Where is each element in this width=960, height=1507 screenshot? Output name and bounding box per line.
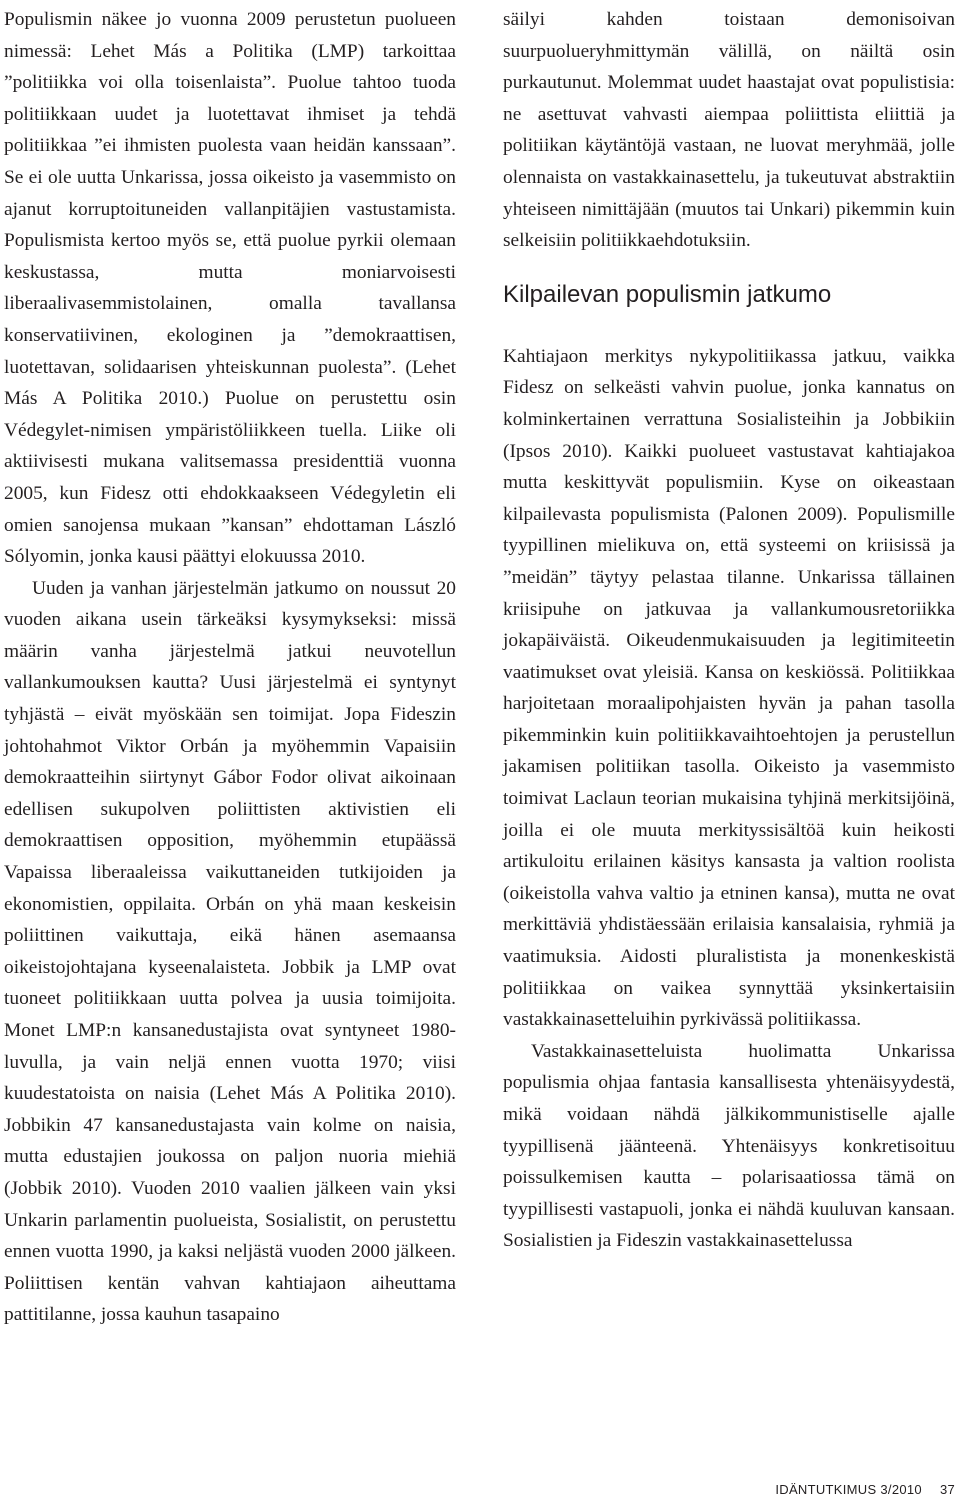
publication-name: IDÄNTUTKIMUS 3/2010 xyxy=(775,1482,922,1497)
left-column xyxy=(4,4,456,1331)
paragraph: Kahtiajaon merkitys nykypolitiikassa jatkuu, vaikka Fidesz on selkeästi vahvin puolue, jonka kannatus on kolminkertainen verrattuna Sosialisteihin ja Jobbikiin (Ipsos 2010). Kaikki puolueet vastustavat kahtiajakoa mutta keskittyvät populismiin. Kyse on oikeastaan kilpailevasta populismista (Palonen 2009). Populismille tyypillinen mielikuva on, että systeemi on kriisissä ja ”meidän” täytyy pelastaa tilanne. Unkarissa tällainen kriisipuhe on jatkuvaa ja vallankumousretoriikka jokapäiväistä. Oikeudenmukaisuuden ja legitimiteetin vaatimukset ovat yleisiä. Kansa on keskiössä. Politiikkaa harjoitetaan moraalipohjaisten hyvän ja pahan tasolla pikemminkin kuin politiikkavaihtoehtojen ja perustellun jakamisen politiikan tasolla. Oikeisto ja vasemmisto toimivat Laclaun teorian mukaisina tyhjinä merkitsijöinä, joilla ei ole muuta merkityssisältöä kuin heikosti artikuloitu erilainen käsitys kansasta ja valtion roolista (oikeistolla vahva valtio ja etninen kansa), mutta ne ovat merkittäviä yhdistäessään erilaisia kansalaisia, ryhmiä ja vaatimuksia. Aidosti pluralistista ja monenkeskistä politiikkaa on vaikea synnyttää yksinkertaisiin vastakkainasetteluihin pyrkivässä politiikassa. xyxy=(503,345,955,1031)
paragraph-continued: säilyi kahden toistaan demonisoivan suurpuolueryhmittymän välillä, on näiltä osin purkautunut. Molemmat uudet haastajat ovat populistisia: ne asettuvat vahvasti aiempaa poliittista eliittiä ja politiikan käytäntöjä vastaan, ne luovat meryhmää, jolle olennaista on vastakkainasettelu, ja tukeutuvat abstraktiin yhteiseen nimittäjään (muutos tai Unkari) pikemmin kuin selkeisiin politiikkaehdotuksiin. xyxy=(503,9,955,252)
paragraph: Populismin näkee jo vuonna 2009 perustetun puolueen nimessä: Lehet Más a Politika (LMP) tarkoittaa ”politiikka voi olla toisenlaista”. Puolue tahtoo tuoda politiikkaan uudet ja luotettavat ihmiset ja tehdä politiikkaa ”ei ihmisten puolesta vaan heidän kanssaan”. Se ei ole uutta Unkarissa, jossa oikeisto ja vasemmisto on ajanut korruptoituneiden vallanpitäjien vastustamista. Populismista kertoo myös se, että puolue pyrkii olemaan keskustassa, mutta moniarvoisesti liberaalivasemmistolainen, omalla tavallansa konservatiivinen, ekologinen ja ”demokraattisen, luotettavan, solidaarisen yhteiskunnan puolesta”. (Lehet Más A Politika 2010.) Puolue on perustettu osin Védegylet-nimisen ympäristöliikkeen tuella. Liike oli aktiivisesti mukana valitsemassa presidenttiä vuonna 2005, kun Fidesz otti ehdokkaakseen Védegyletin eli omien sanojensa mukaan ”kansan” ehdottaman László Sólyomin, jonka kausi päättyi elokuussa 2010. xyxy=(4,9,456,568)
paragraph: Uuden ja vanhan järjestelmän jatkumo on noussut 20 vuoden aikana usein tärkeäksi kysymykseksi: missä määrin vanha järjestelmä jatkui neuvotellun vallankumouksen kautta? Uusi järjestelmä ei syntynyt tyhjästä – eivät myöskään sen toimijat. Jopa Fideszin johtohahmot Viktor Orbán ja myöhemmin Vapaisiin demokraatteihin siirtynyt Gábor Fodor olivat aikoinaan edellisen sukupolven poliittisten aktivistien eli demokraattisen opposition, myöhemmin etupäässä Vapaissa liberaaleissa vaikuttaneiden tutkijoiden ja ekonomistien, oppilaita. Orbán on yhä maan keskeisin poliittinen vaikuttaja, eikä hänen asemaansa oikeistojohtajana kyseenalaisteta. Jobbik ja LMP ovat tuoneet politiikkaan uutta polvea ja uusia toimijoita. Monet LMP:n kansanedustajista ovat syntyneet 1980-luvulla, ja vain neljä ennen vuotta 1970; viisi kuudestatoista on naisia (Lehet Más A Politika 2010). Jobbikin 47 kansanedustajasta vain kolme on naisia, mutta edustajien joukossa on paljon nuoria miehiä (Jobbik 2010). Vuoden 2010 vaalien jälkeen vain yksi Unkarin parlamentin puolueista, Sosialistit, on perustettu ennen vuotta 1990, ja kaksi neljästä vuoden 2000 jälkeen. Poliittisen kentän vahvan kahtiajaon aiheuttama pattitilanne, jossa kauhun tasapaino xyxy=(4,577,456,1326)
right-column xyxy=(503,4,955,1257)
page-footer xyxy=(0,1480,955,1500)
section-heading: Kilpailevan populismin jatkumo xyxy=(503,280,832,308)
page-number: 37 xyxy=(939,1482,955,1497)
paragraph: Vastakkainasetteluista huolimatta Unkarissa populismia ohjaa fantasia kansallisesta yhtenäisyydestä, mikä voidaan nähdä jälkikommunistiselle ajalle tyypillisenä jäänteenä. Yhtenäisyys konkretisoituu poissulkemisen kautta – polarisaatiossa tämä on tyypillisesti vastapuoli, jonka ei nähdä kuuluvan kansaan. Sosialistien ja Fideszin vastakkainasettelussa xyxy=(503,1040,955,1252)
